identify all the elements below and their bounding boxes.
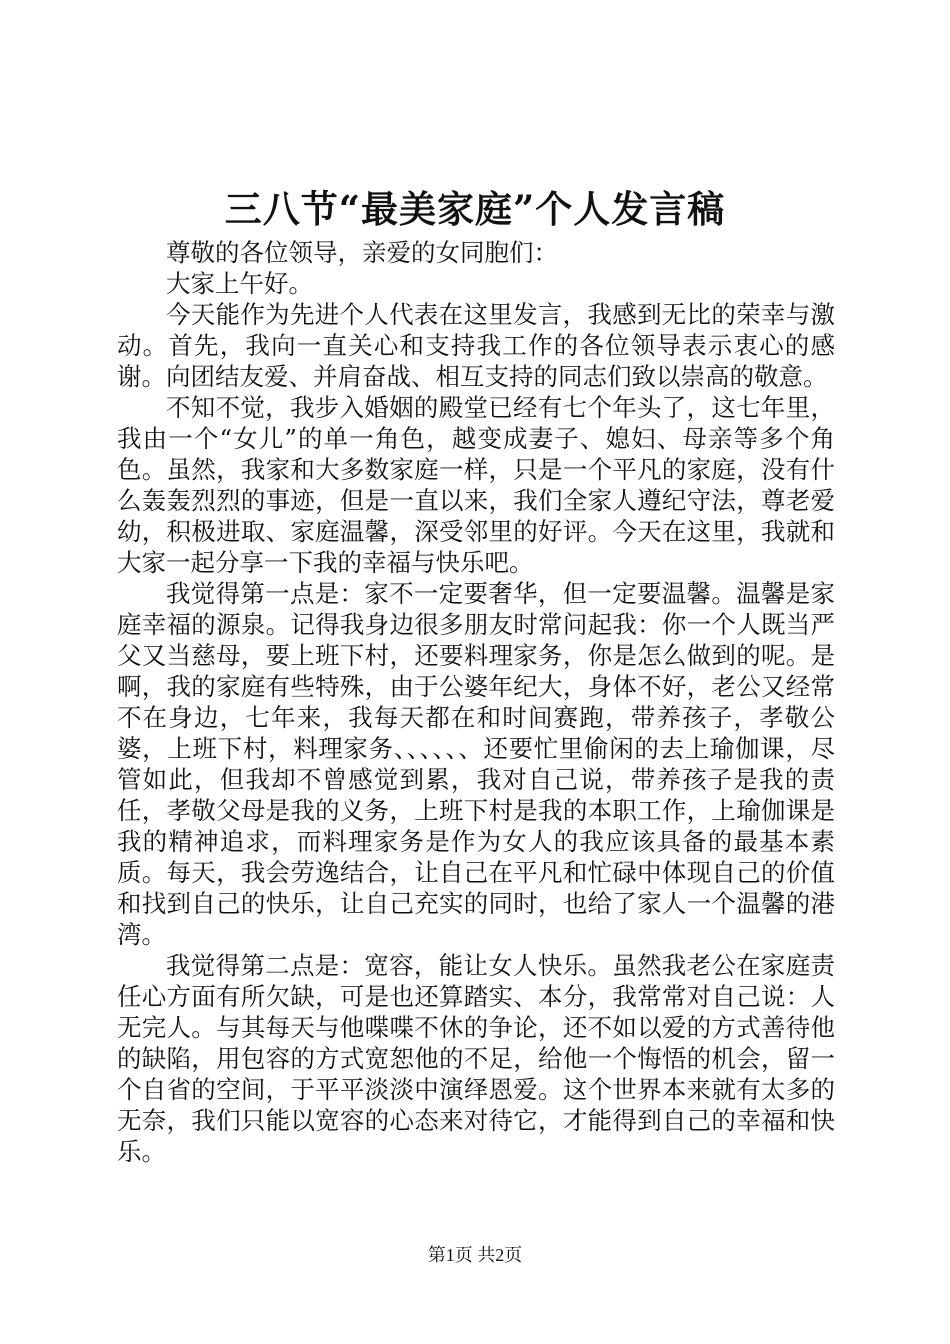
paragraph-salutation: 尊敬的各位领导，亲爱的女同胞们： xyxy=(166,238,558,267)
paragraph-point-two: 我觉得第二点是：宽容，能让女人快乐。虽然我老公在家庭责任心方面有所欠缺，可是也还算踏实、本分，我常常对自己说：人无完人。与其每天与他喋喋不休的争论，还不如以爱的方式善待他的缺陷，用包容的方式宽恕他的不足，给他一个悔悟的机会，留一个自省的空间，于平平淡淡中演绎恩爱。这个世界本来就有太多的无奈，我们只能以宽容的心态来对待它，才能得到自己的幸福和快乐。 xyxy=(117,951,835,1166)
paragraph-point-one: 我觉得第一点是：家不一定要奢华，但一定要温馨。温馨是家庭幸福的源泉。记得我身边很多朋友时常问起我：你一个人既当严父又当慈母，要上班下村，还要料理家务，你是怎么做到的呢。是啊，我的家庭有些特殊，由于公婆年纪大，身体不好，老公又经常不在身边，七年来，我每天都在和时间赛跑，带养孩子，孝敬公婆，上班下村，料理家务、、、、、、还要忙里偷闲的去上瑜伽课，尽管如此，但我却不曾感觉到累，我对自己说，带养孩子是我的责任，孝敬父母是我的义务，上班下村是我的本职工作，上瑜伽课是我的精神追求，而料理家务是作为女人的我应该具备的最基本素质。每天，我会劳逸结合，让自己在平凡和忙碌中体现自己的价值和找到自己的快乐，让自己充实的同时，也给了家人一个温馨的港湾。 xyxy=(117,579,835,949)
paragraph-greeting: 大家上午好。 xyxy=(166,269,313,298)
document-body xyxy=(117,237,835,1167)
paragraph-intro: 今天能作为先进个人代表在这里发言，我感到无比的荣幸与激动。首先，我向一直关心和支持我工作的各位领导表示衷心的感谢。向团结友爱、并肩奋战、相互支持的同志们致以崇高的敬意。 xyxy=(117,300,835,391)
page-footer: 第1页 共2页 xyxy=(427,1245,523,1265)
document-title: 三八节“最美家庭”个人发言稿 xyxy=(224,187,726,231)
paragraph-background: 不知不觉，我步入婚姻的殿堂已经有七个年头了，这七年里，我由一个“女儿”的单一角色，越变成妻子、媳妇、母亲等多个角色。虽然，我家和大多数家庭一样，只是一个平凡的家庭，没有什么轰轰烈烈的事迹，但是一直以来，我们全家人遵纪守法，尊老爱幼，积极进取、家庭温馨，深受邻里的好评。今天在这里，我就和大家一起分享一下我的幸福与快乐吧。 xyxy=(117,393,835,577)
